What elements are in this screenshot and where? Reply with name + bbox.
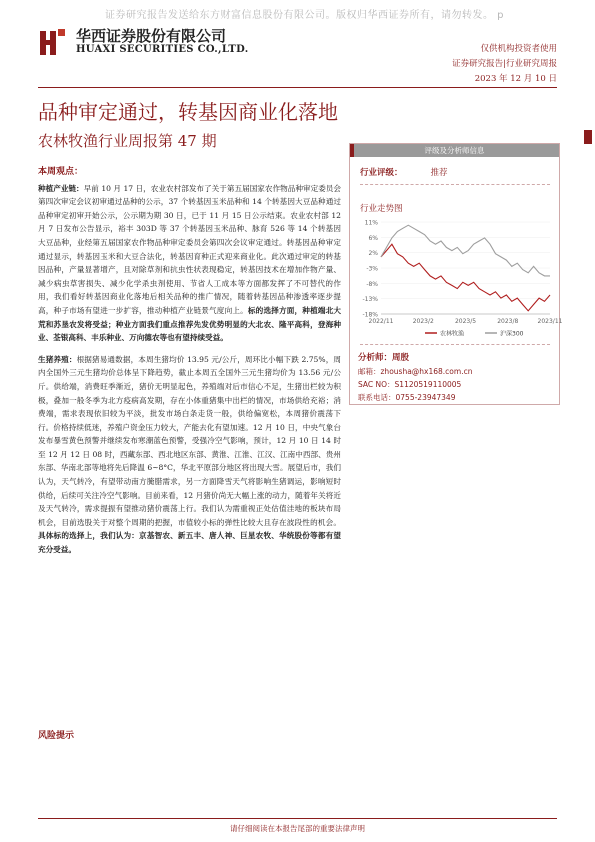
rating-panel bbox=[349, 143, 563, 405]
hog-conclusion: 具体标的选择上，我们认为：京基智农、新五丰、唐人神、巨星农牧、华统股份等都有望充分受益。 bbox=[38, 531, 341, 555]
brand-name-en: HUAXI SECURITIES CO.,LTD. bbox=[76, 44, 249, 55]
industry-rating bbox=[360, 166, 448, 178]
legend-label-1: 农林牧渔 bbox=[440, 330, 465, 338]
legend-label-2: 沪深300 bbox=[500, 330, 524, 338]
hog-lead: 生猪养殖： bbox=[38, 354, 77, 364]
y-tick-label: 6% bbox=[368, 234, 378, 242]
y-tick-label: -3% bbox=[366, 265, 378, 273]
panel-divider bbox=[360, 184, 550, 185]
y-tick-label: 11% bbox=[364, 219, 378, 227]
edge-tab bbox=[584, 130, 592, 144]
report-body bbox=[38, 166, 341, 557]
rating-value: 推荐 bbox=[430, 168, 448, 178]
x-tick-label: 2023/5 bbox=[454, 318, 477, 325]
footer-divider bbox=[38, 818, 557, 819]
y-tick-label: -18% bbox=[362, 311, 378, 319]
panel-divider-2 bbox=[360, 344, 550, 345]
seed-lead: 种植产业链： bbox=[38, 183, 84, 193]
audience-note: 仅供机构投资者使用 bbox=[480, 44, 557, 54]
seed-text: 早前 10 月 17 日，农业农村部发布了关于第五届国家农作物品种审定委员会第四次审定会议初审通过品种的公示，37 个转基因玉米品种和 14 个转基因大豆品种通过品种审定初审开始公示，公示期为期 30 日，已于 11 月 15 日公示结束。农业农村部 12 月 7 日发布公告显示，裕丰 303D 等 37 个转基因玉米品种、脉育 526 等 14 个转基因大豆品种，业经第五届国家农作物品种审定委员会第四次会议审定通过。转基因品种审定通过显示，转基因玉米和大豆合法化，转基因育种正式迎来商业化。此次通过审定的转基因品种，产量显著增产，且对除草剂和抗虫性状表现稳定，转基因技术在增加作物产量、减少病虫草害损失、减少化学杀虫剂使用、节省人工成本等方面都发挥了不可替代的作用，我们看好转基因商业化落地后相关品种的推广情况，随着转基因品种渗透率逐步提高，种子市场有望进一步扩容，推动种植产业链景气度向上。 bbox=[38, 183, 342, 315]
footer-note: 请仔细阅读在本报告尾部的重要法律声明 bbox=[230, 824, 365, 833]
hog-text: 根据猪易通数据，本周生猪均价 13.95 元/公斤，周环比小幅下跌 2.75%，周内全国外三元生猪均价总体呈下降趋势，截止本周五全国外三元生猪均价为 13.56 元/公斤。供给端，消费旺季渐近，猪价无明显起色，养殖端对后市信心不足，生猪出栏较为积极，叠加一般冬季为北方疫病高发期，存在小体重猪集中出栏的情况，市场供给充裕；消费端，需求表现依旧较为平淡，批发市场白条走货一般，供给偏宽松，本周猪价震荡下行。价格持续低迷，养殖户资金压力较大，产能去化有望加速。12 月 10 日，中央气象台发布暴雪黄色预警并继续发布寒潮蓝色预警，受强冷空气影响，预计，12 月 10 日 14 时至 12 月 12 日 08 时，西藏东部、西北地区东部、黄淮、江淮、江汉、江南中西部、贵州东部、华南北部等地将先后降温 6~8°C，华北平原部分地区将出现大雪。展望后市，我们认为，天气转冷，有望带动南方腌腊需求，另一方面降雪天气将影响生猪调运，影响短时供给，后续可关注冷空气影响。目前来看，12 月猪价尚无大幅上涨的动力，随着年关将近及天气转冷，需求提振有望推动猪价震荡上行。我们认为需重视正处估值洼地的板块布局机会，目前选股关于对整个周期的把握，市值较小标的弹性比较大且存在波段性的机会。 bbox=[38, 354, 341, 527]
y-tick-label: -13% bbox=[362, 296, 378, 304]
report-title: 品种审定通过，转基因商业化落地 bbox=[38, 100, 338, 124]
report-subtitle: 农林牧渔行业周报第 47 期 bbox=[38, 132, 217, 150]
view-heading: 本周观点： bbox=[38, 167, 84, 177]
y-tick-label: 2% bbox=[368, 250, 378, 258]
x-tick-label: 2023/11 bbox=[537, 318, 563, 325]
seed-paragraph bbox=[38, 182, 341, 345]
analyst-name: 分析师：周殷 bbox=[358, 353, 410, 363]
seed-conclusion: 标的选择方面，种植端北大荒和苏垦农发将受益；种业方面我们重点推荐先发优势明显的大北农、隆平高科，登海种业、荃银高科、丰乐种业、万向德农等也有望持续受益。 bbox=[38, 305, 341, 343]
x-tick-label: 2023/2 bbox=[412, 318, 434, 325]
analyst-email: 邮箱：zhousha@hx168.com.cn bbox=[358, 367, 473, 376]
analyst-sac: SAC NO：S1120519110005 bbox=[358, 380, 462, 389]
panel-title: 评级及分析师信息 bbox=[424, 146, 485, 155]
watermark: 证券研究报告发送给东方财富信息股份有限公司。版权归华西证券所有，请勿转发。 p bbox=[105, 10, 505, 21]
industry-trend-chart bbox=[355, 214, 563, 339]
huaxi-logo-icon bbox=[38, 27, 68, 57]
report-type: 证券研究报告|行业研究周报 bbox=[452, 59, 557, 69]
header-divider bbox=[38, 87, 557, 88]
y-tick-label: -8% bbox=[366, 280, 378, 288]
rating-label: 行业评级： bbox=[360, 168, 403, 178]
panel-header bbox=[350, 144, 559, 157]
trend-title: 行业走势图 bbox=[360, 204, 403, 214]
analyst-phone: 联系电话：0755-23947349 bbox=[358, 393, 456, 402]
brand-name-cn: 华西证券股份有限公司 bbox=[76, 27, 227, 45]
x-tick-label: 2023/8 bbox=[497, 318, 519, 325]
x-tick-label: 2022/11 bbox=[368, 318, 394, 325]
risk-heading: 风险提示 bbox=[38, 731, 75, 741]
report-date: 2023 年 12 月 10 日 bbox=[474, 74, 557, 84]
series-line-1 bbox=[381, 244, 550, 311]
series-line-2 bbox=[381, 225, 550, 276]
hog-paragraph bbox=[38, 353, 341, 557]
